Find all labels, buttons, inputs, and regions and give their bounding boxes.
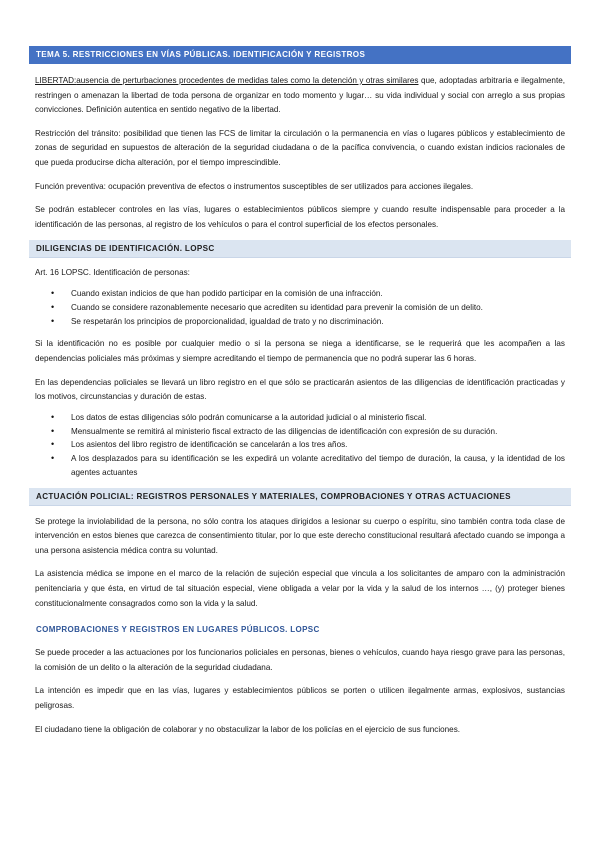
list-item: • A los desplazados para su identificación se les expedirá un volante acreditativo del tiempo de duración, la causa, y la identidad de los agentes actuantes <box>71 452 565 480</box>
paragraph-inviolabilidad: Se protege la inviolabilidad de la persona, no sólo contra los ataques dirigidos a lesionar su cuerpo o espíritu, sino también contra toda clase de intervención en estos bienes que carezca de consentimiento titular, por lo que este derecho constitucional resultará afectado cuando se imponga a una persona asistencia médica contra su voluntad. <box>35 516 565 555</box>
section-heading-diligencias: DILIGENCIAS DE IDENTIFICACIÓN. LOPSC <box>29 240 571 258</box>
paragraph-art16: Art. 16 LOPSC. Identificación de personas: <box>35 268 190 278</box>
paragraph-funcion-preventiva: Función preventiva: ocupación preventiva de efectos o instrumentos susceptibles de ser utilizados para acciones ilegales. <box>35 181 474 191</box>
list-item: • Cuando se considere razonablemente necesario que acrediten su identidad para prevenir la comisión de un delito. <box>71 301 565 315</box>
list-item: • Mensualmente se remitirá al ministerio fiscal extracto de las diligencias de identificación con expresión de su duración. <box>71 425 565 439</box>
paragraph-controles: Se podrán establecer controles en las vías, lugares o establecimientos públicos siempre y cuando resulte indispensable para proceder a la identificación de las personas, al registro de los vehículos o para el control superficial de los efectos personales. <box>35 205 565 229</box>
section-heading-actuacion: ACTUACIÓN POLICIAL: REGISTROS PERSONALES Y MATERIALES, COMPROBACIONES Y OTRAS ACTUACIONES <box>29 488 571 506</box>
libertad-definition-underlined: ausencia de perturbaciones procedentes de medidas tales como la detención y otras similares <box>76 76 419 85</box>
section-heading-comprobaciones: COMPROBACIONES Y REGISTROS EN LUGARES PÚBLICOS. LOPSC <box>36 625 320 635</box>
paragraph-asistencia-medica: La asistencia médica se impone en el marco de la relación de sujeción especial que vincula a los solicitantes de amparo con la administración penitenciaria y que ésta, en virtud de tal situación especial, viene obligada a velar por la vida y la salud de los internos …, (y) proteger bienes constitucionalmente consagrados como son la vida y la salud. <box>35 569 565 608</box>
section-heading-tema5: TEMA 5. RESTRICCIONES EN VÍAS PÚBLICAS. IDENTIFICACIÓN Y REGISTROS <box>29 46 571 64</box>
list-libro-registro <box>29 411 571 480</box>
paragraph-libro-registro: En las dependencias policiales se llevará un libro registro en el que sólo se practicarán asientos de las diligencias de identificación practicadas y los motivos, circunstancias y duración de estas. <box>35 377 565 402</box>
paragraph-restriccion-transito: Restricción del tránsito: posibilidad que tienen las FCS de limitar la circulación o la permanencia en vías o lugares públicos y establecimiento de zonas de seguridad en supuestos de alteración de la seguridad ciudadana o de la pacífica convivencia, o cuando existan indicios racionales de que pueda producirse dicha alteración, por el tiempo imprescindible. <box>35 128 565 167</box>
paragraph-intencion: La intención es impedir que en las vías, lugares y establecimientos públicos se porten o utilicen ilegalmente armas, explosivos, sustancias peligrosas. <box>35 686 565 711</box>
paragraph-libertad <box>29 74 571 118</box>
libertad-definition-rest: que, adoptadas arbitraria e ilegalmente, restringen o amenazan la libertad de toda persona de organizar en todo momento y lugar… su vida individual y social con arreglo a sus propias convicciones. Definición autentica en sentido negativo de la libertad. <box>35 76 565 115</box>
list-item: • Cuando existan indicios de que han podido participar en la comisión de una infracción. <box>71 287 565 301</box>
paragraph-obligacion-ciudadano: El ciudadano tiene la obligación de colaborar y no obstaculizar la labor de los policías en el ejercicio de sus funciones. <box>35 724 461 734</box>
list-item: • Los asientos del libro registro de identificación se cancelarán a los tres años. <box>71 438 565 452</box>
list-identificacion-supuestos <box>29 287 571 328</box>
list-item: • Los datos de estas diligencias sólo podrán comunicarse a la autoridad judicial o al ministerio fiscal. <box>71 411 565 425</box>
libertad-label: LIBERTAD: <box>35 76 77 85</box>
list-item: • Se respetarán los principios de proporcionalidad, igualdad de trato y no discriminación. <box>71 315 565 329</box>
paragraph-actuaciones-funcionarios: Se puede proceder a las actuaciones por los funcionarios policiales en personas, bienes o vehículos, cuando haya riesgo grave para las personas, la comisión de un delito o la alteración de la seguridad ciudadana. <box>35 648 565 672</box>
paragraph-si-identificacion: Si la identificación no es posible por cualquier medio o si la persona se niega a identificarse, se le requerirá que les acompañen a las dependencias policiales más próximas y siempre acreditando el tiempo de permanencia que no podrá superar las 6 horas. <box>35 339 565 363</box>
